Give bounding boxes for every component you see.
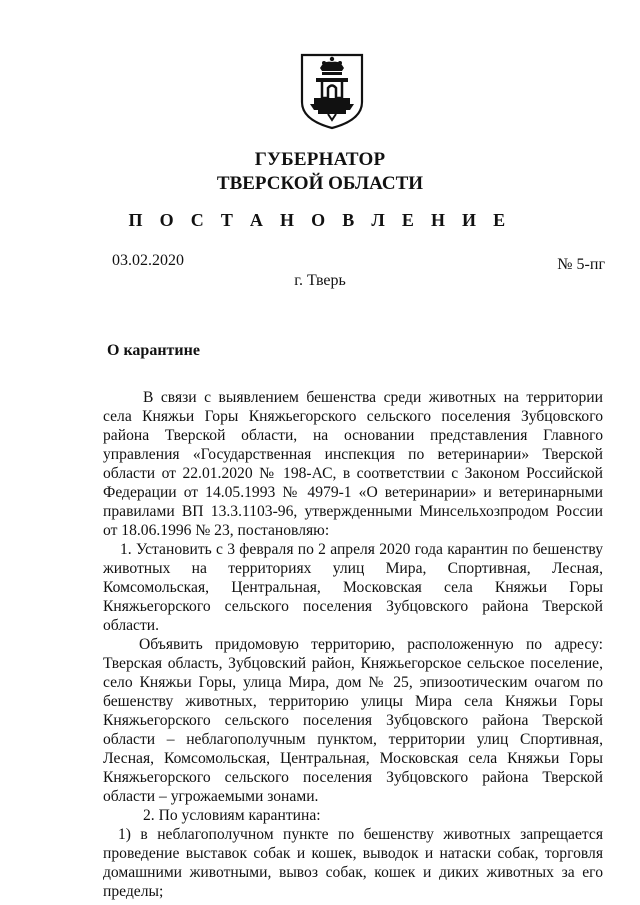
- authority-title-line1: ГУБЕРНАТОР: [254, 149, 386, 170]
- authority-title-line2: ТВЕРСКОЙ ОБЛАСТИ: [216, 173, 424, 194]
- document-subject: О карантине: [107, 342, 200, 359]
- document-body: [103, 388, 603, 901]
- coat-of-arms-emblem: [298, 52, 366, 130]
- body-paragraph: 2. По условиям карантина:: [143, 807, 321, 824]
- document-type-heading: П О С Т А Н О В Л Е Н И Е: [128, 210, 512, 230]
- document-date: 03.02.2020: [112, 252, 184, 269]
- document-city: г. Тверь: [294, 272, 346, 289]
- body-paragraph: 1) в неблагополучном пункте по бешенству животных запрещается проведение выставок собак и кошек, выводок и натаски собак, торговля домашними животными, вывоз собак, кошек и диких животных за его пределы;: [103, 826, 603, 900]
- body-paragraph: 1. Установить с 3 февраля по 2 апреля 2020 года карантин по бешенству животных на территориях улиц Мира, Спортивная, Лесная, Комсомольская, Центральная, Московская села Княжьи Горы Княжьегорского сельского поселения Зубцовского района Тверской области.: [103, 541, 603, 634]
- body-paragraph: Объявить придомовую территорию, расположенную по адресу: Тверская область, Зубцовский район, Княжьегорское сельское поселение, село Княжьи Горы, улица Мира, дом № 25, эпизоотическим очагом по бешенству животных, территорию улицы Мира села Княжьи Горы Княжьегорского сельского поселения Зубцовского района Тверской области – неблагополучным пунктом, территории улиц Спортивная, Лесная, Комсомольская, Центральная, Московская села Княжьи Горы Княжьегорского сельского поселения Зубцовского района Тверской области – угрожаемыми зонами.: [103, 636, 603, 805]
- body-paragraph: В связи с выявлением бешенства среди животных на территории села Княжьи Горы Княжьегорского сельского поселения Зубцовского района Тверской области, на основании представления Главного управления «Государственная инспекция по ветеринарии» Тверской области от 22.01.2020 № 198-АС, в соответствии с Законом Российской Федерации от 14.05.1993 № 4979-1 «О ветеринарии» и ветеринарными правилами ВП 13.3.1103-96, утвержденными Минсельхозпродом России от 18.06.1996 № 23, постановляю:: [103, 389, 603, 539]
- document-number: № 5-пг: [557, 256, 605, 273]
